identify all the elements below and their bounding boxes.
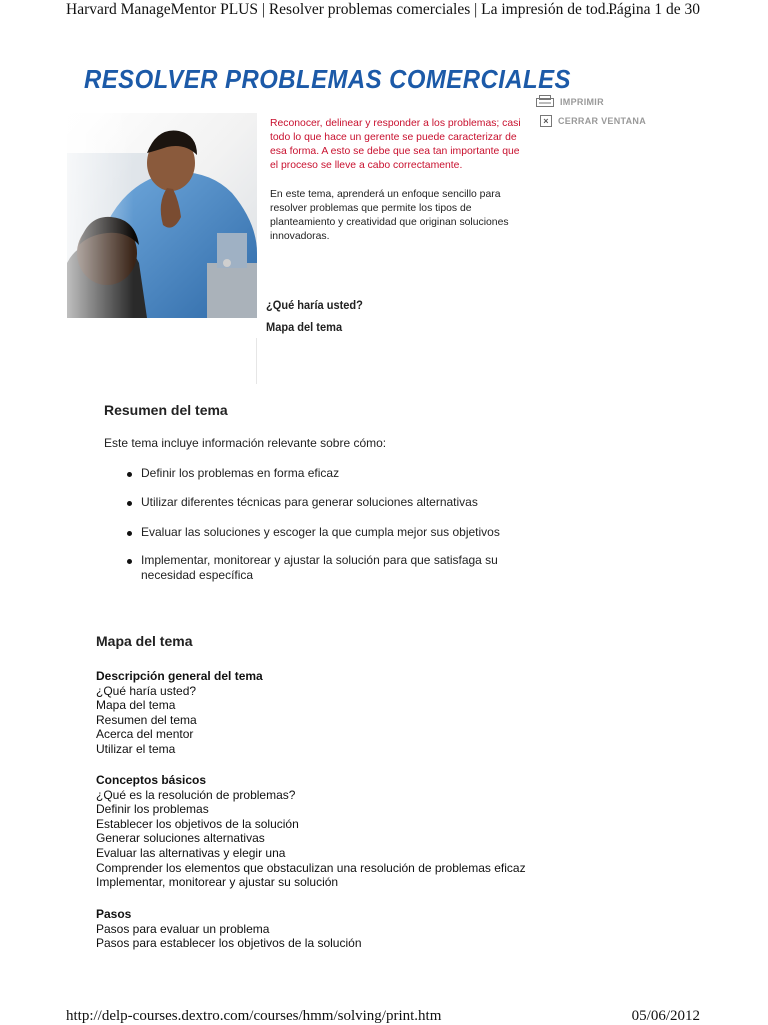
divider-line: [256, 338, 257, 384]
topic-map-section-concepts: [96, 773, 656, 890]
list-item: Utilizar diferentes técnicas para generar soluciones alternativas: [124, 495, 524, 510]
intro-highlight-text: Reconocer, delinear y responder a los problemas; casi todo lo que hace un gerente se puede caracterizar de esa forma. A esto se debe que sea tan importante que el proceso se lleve a cabo correctamente.: [270, 118, 521, 171]
topic-map-item[interactable]: Resumen del tema: [96, 712, 197, 727]
close-box-icon: ×: [540, 115, 552, 127]
topic-map-item[interactable]: Establecer los objetivos de la solución: [96, 816, 299, 831]
section-heading: Pasos: [96, 907, 132, 921]
footer-date: 05/06/2012: [631, 1008, 700, 1024]
topic-map-item[interactable]: Pasos para evaluar un problema: [96, 921, 270, 936]
summary-bullet-list: [124, 466, 524, 583]
list-item: Definir los problemas en forma eficaz: [124, 466, 524, 481]
link-mapa-del-tema[interactable]: Mapa del tema: [266, 320, 343, 334]
topic-map-section-steps: [96, 907, 656, 951]
close-window-button[interactable]: [540, 113, 646, 129]
list-item: Evaluar las soluciones y escoger la que cumpla mejor sus objetivos: [124, 525, 524, 540]
summary-title: Resumen del tema: [104, 402, 228, 418]
print-label: IMPRIMIR: [560, 97, 604, 107]
print-header-page: Página 1 de 30: [608, 1, 700, 18]
topic-map-item[interactable]: ¿Qué es la resolución de problemas?: [96, 787, 296, 802]
topic-map-item[interactable]: Generar soluciones alternativas: [96, 831, 265, 846]
summary-intro: Este tema incluye información relevante sobre cómo:: [104, 436, 387, 450]
section-heading: Descripción general del tema: [96, 669, 263, 683]
banner-title: RESOLVER PROBLEMAS COMERCIALES: [84, 64, 571, 94]
topic-map-item[interactable]: Pasos para establecer los objetivos de la solución: [96, 936, 362, 951]
topic-map-item[interactable]: Acerca del mentor: [96, 727, 194, 742]
close-window-label: CERRAR VENTANA: [558, 116, 647, 126]
print-header: [66, 0, 706, 22]
topic-map-item[interactable]: Evaluar las alternativas y elegir una: [96, 845, 286, 860]
hero-photo: [67, 113, 257, 318]
topic-map-item[interactable]: Definir los problemas: [96, 802, 209, 817]
topic-map-item[interactable]: ¿Qué haría usted?: [96, 683, 197, 698]
topic-map-item[interactable]: Utilizar el tema: [96, 741, 176, 756]
topic-map-section-overview: [96, 669, 656, 757]
print-footer: [66, 1007, 706, 1025]
topic-map-title: Mapa del tema: [96, 633, 193, 649]
print-button[interactable]: [536, 94, 604, 110]
print-header-title: Harvard ManageMentor PLUS | Resolver problemas comerciales | La impresión de tod...: [66, 1, 618, 18]
footer-url: http://delp-courses.dextro.com/courses/hmm/solving/print.htm: [66, 1008, 442, 1024]
link-que-haria-usted[interactable]: ¿Qué haría usted?: [266, 298, 363, 312]
topic-map-item[interactable]: Mapa del tema: [96, 698, 176, 713]
section-heading: Conceptos básicos: [96, 773, 207, 787]
intro-body-text: En este tema, aprenderá un enfoque sencillo para resolver problemas que permite los tipos de planteamiento y creatividad que originan soluciones innovadoras.: [270, 189, 509, 242]
list-item: Implementar, monitorear y ajustar la solución para que satisfaga su necesidad específica: [124, 553, 524, 583]
topic-map-item[interactable]: Implementar, monitorear y ajustar su solución: [96, 875, 339, 890]
printer-icon: [536, 95, 554, 109]
topic-map-item[interactable]: Comprender los elementos que obstaculizan una resolución de problemas eficaz: [96, 860, 526, 875]
